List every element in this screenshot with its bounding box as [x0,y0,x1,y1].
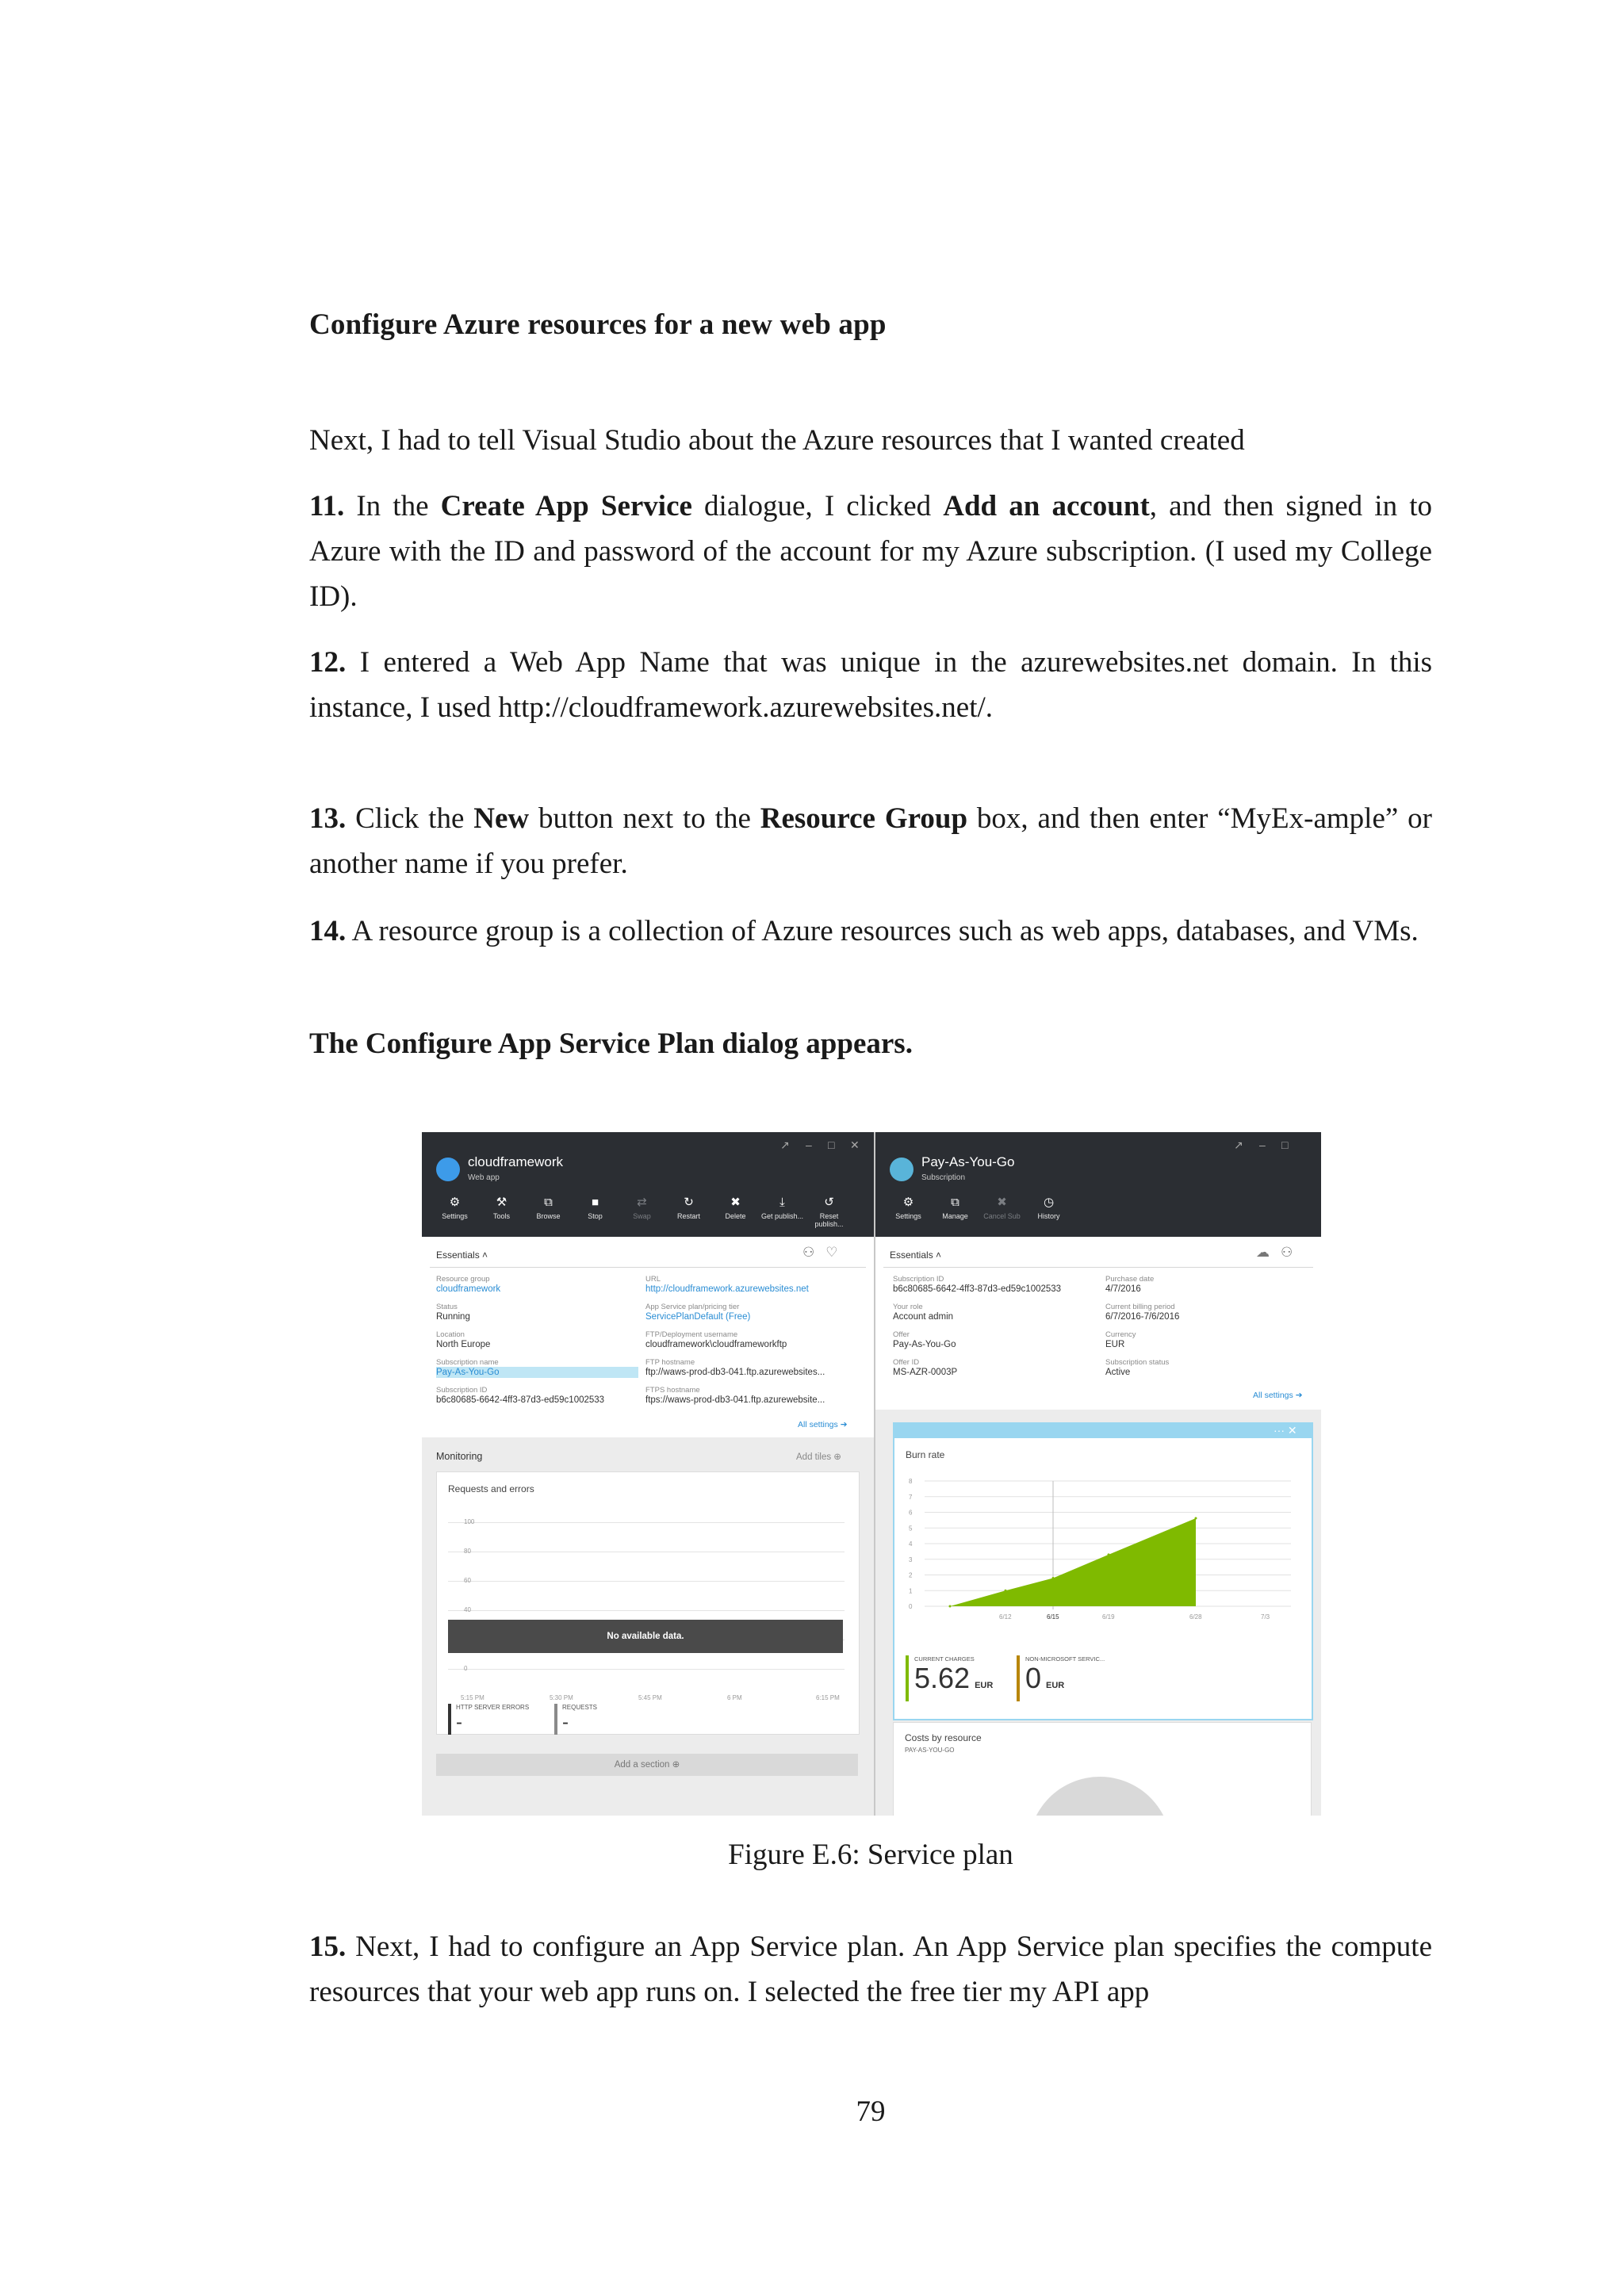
field-value[interactable]: http://cloudframework.azurewebsites.net [645,1284,809,1294]
metric-tile[interactable] [554,1704,597,1735]
field-key: Subscription ID [436,1386,488,1395]
toolbar-button-settings[interactable] [885,1196,932,1220]
divider [883,1267,1313,1268]
text-run: , and then signed in to Azure with the ID and password of the account for my Azure subscription. (I used my College ID). [309,490,1432,613]
toolbar-label: Restart [676,1212,700,1220]
blade-header [875,1132,1321,1237]
toolbar-label: Stop [588,1212,603,1220]
subscription-blade [875,1132,1321,1816]
add-section-button[interactable]: Add a section ⊕ [436,1754,858,1776]
tile-title: Burn rate [906,1449,945,1460]
y-tick-label: 0 [464,1665,468,1672]
toolbar-icon: ↻ [684,1196,694,1209]
close-icon[interactable]: ✕ [850,1138,860,1151]
step-number: 12. [309,646,347,679]
toolbar-icon: ◷ [1043,1196,1055,1209]
burn-y-tick: 4 [909,1540,913,1548]
step-13-paragraph [309,796,1432,886]
essentials-field [645,1386,844,1406]
field-key: Current billing period [1105,1303,1175,1311]
bold-run: Resource Group [760,802,968,835]
section-heading: Configure Azure resources for a new web app [309,308,887,341]
all-settings-link[interactable]: All settings ➔ [1253,1391,1303,1400]
toolbar-button-delete[interactable] [712,1196,759,1228]
essentials-field [1105,1358,1304,1378]
toolbar-label: Cancel Sub [983,1212,1021,1220]
field-value: Pay-As-You-Go [436,1367,638,1378]
essentials-field [893,1358,1091,1378]
field-key: URL [645,1275,661,1284]
burn-x-tick: 7/3 [1261,1613,1270,1621]
add-tiles-button[interactable]: Add tiles ⊕ [796,1452,841,1462]
tile-title: Requests and errors [448,1483,534,1494]
charge-tile[interactable] [906,1655,993,1701]
minimize-icon[interactable]: – [1259,1138,1266,1151]
burn-x-tick: 6/28 [1189,1613,1202,1621]
page-number: 79 [856,2095,886,2128]
field-key: Subscription name [436,1358,499,1367]
grid-line [448,1610,845,1611]
charge-label: NON-MICROSOFT SERVIC... [1025,1655,1105,1663]
field-value: ftps://waws-prod-db3-041.ftp.azurewebsite... [645,1395,825,1405]
toolbar-button-manage[interactable] [932,1196,979,1220]
metric-label: HTTP SERVER ERRORS [456,1704,530,1711]
burn-x-tick: 6/12 [999,1613,1012,1621]
essentials-field [893,1275,1091,1295]
text-run: button next to the [529,802,760,835]
toolbar-label: Settings [442,1212,468,1220]
burn-data-point [1052,1577,1055,1579]
text-run: In the [344,490,441,522]
minimize-icon[interactable]: – [806,1138,812,1151]
grid-line [448,1581,845,1582]
charge-label: CURRENT CHARGES [914,1655,975,1663]
y-tick-label: 80 [464,1548,471,1555]
toolbar-button-cancel-sub[interactable] [979,1196,1025,1220]
blade-title: Pay-As-You-Go [921,1154,1015,1169]
toolbar-label: Tools [492,1212,510,1220]
tile-title: Costs by resource [905,1732,982,1743]
step-number: 13. [309,802,347,835]
essentials-field [893,1330,1091,1350]
burn-y-tick: 6 [909,1509,913,1517]
burn-rate-tile[interactable] [893,1422,1313,1720]
field-key: Offer ID [893,1358,920,1367]
bold-run: New [473,802,530,835]
burn-y-tick: 3 [909,1556,913,1563]
text-run: Next, I had to configure an App Service plan. An App Service plan specifies the compute resources that your web app runs on. I selected the free tier my API app [309,1931,1432,2008]
dialog-appears-line: The Configure App Service Plan dialog appears. [309,1027,913,1060]
field-value[interactable]: ServicePlanDefault (Free) [645,1312,751,1322]
donut-chart [1028,1777,1171,1816]
burn-area-series [950,1518,1196,1606]
field-value: b6c80685-6642-4ff3-87d3-ed59c1002533 [436,1395,605,1405]
essentials-field [893,1303,1091,1322]
y-tick-label: 60 [464,1577,471,1584]
tile-selected-bar [894,1424,1312,1438]
essentials-field [645,1275,844,1295]
burn-data-point [1195,1517,1197,1520]
step-15-paragraph [309,1924,1432,2015]
toolbar-icon: ⧉ [951,1196,959,1209]
text-run: dialogue, I clicked [691,490,944,522]
essentials-field [645,1358,844,1378]
burn-rate-chart [894,1464,1312,1659]
toolbar-label: Delete [725,1212,746,1220]
toolbar-button-browse[interactable] [525,1196,572,1228]
text-run: A resource group is a collection of Azure resources such as web apps, databases, and VMs. [346,915,1419,947]
toolbar-button-tools[interactable] [478,1196,525,1228]
field-value: MS-AZR-0003P [893,1368,958,1377]
charge-tile[interactable] [1017,1655,1105,1701]
toolbar-icon: ⚙ [449,1196,461,1209]
burn-data-point [1108,1553,1110,1556]
maximize-icon[interactable]: □ [828,1138,835,1151]
command-bar [431,1196,852,1228]
toolbar-label: History [1037,1212,1060,1220]
field-value: Account admin [893,1312,954,1322]
metric-tile[interactable] [448,1704,529,1735]
web-app-logo-icon [436,1158,460,1181]
page [309,0,1432,2296]
blade-subtitle: Subscription [921,1173,966,1182]
y-tick-label: 40 [464,1606,471,1613]
field-key: Subscription ID [893,1275,944,1284]
grid-line [448,1522,845,1523]
bold-run: Create App Service [440,490,692,522]
toolbar-button-get-publish[interactable] [759,1196,806,1228]
step-14-paragraph [309,909,1432,954]
figure-caption: Figure E.6: Service plan [728,1839,1013,1871]
essentials-field [645,1303,844,1322]
essentials-field [1105,1275,1304,1295]
toolbar-button-settings[interactable] [431,1196,478,1228]
toolbar-button-reset-publish[interactable] [806,1196,852,1228]
toolbar-label: Browse [536,1212,561,1220]
web-app-blade [422,1132,875,1816]
burn-data-point [949,1605,952,1608]
metric-label: REQUESTS [562,1704,598,1711]
step-12-paragraph [309,640,1432,730]
field-key: Location [436,1330,465,1339]
field-key: FTP hostname [645,1358,695,1367]
x-tick-label: 5:45 PM [638,1694,662,1701]
essentials-toggle[interactable]: Essentials ˄ [890,1249,942,1261]
essentials-field [436,1386,638,1406]
toolbar-button-restart[interactable] [665,1196,712,1228]
field-value: 6/7/2016-7/6/2016 [1105,1312,1180,1322]
step-number: 15. [309,1931,347,1963]
users-tag-icon[interactable]: ⚇♡ [802,1245,849,1260]
field-key: Your role [893,1303,923,1311]
burn-y-tick: 1 [909,1587,913,1595]
command-bar [885,1196,1072,1220]
toolbar-icon: ✖ [730,1196,741,1209]
text-run: I entered a Web App Name that was unique in the azurewebsites.net domain. In this instance, I used http://cloudframework.azurewebsites.net/. [309,646,1432,724]
toolbar-button-stop[interactable] [572,1196,619,1228]
no-data-banner: No available data. [448,1620,843,1653]
field-value: ftp://waws-prod-db3-041.ftp.azurewebsites... [645,1368,825,1377]
field-value: Active [1105,1368,1131,1377]
step-number: 14. [309,915,347,947]
essentials-field [436,1330,638,1350]
burn-y-tick: 5 [909,1525,913,1533]
field-key: FTP/Deployment username [645,1330,738,1339]
burn-data-point [1005,1590,1007,1592]
essentials-field [645,1330,844,1350]
step-11-paragraph [309,484,1432,619]
tile-more-close-icon[interactable]: ··· ✕ [1274,1424,1297,1437]
toolbar-label: Manage [942,1212,968,1220]
field-key: App Service plan/pricing tier [645,1303,740,1311]
toolbar-icon: ■ [591,1196,599,1209]
essentials-toggle[interactable]: Essentials ˄ [436,1249,488,1261]
charge-currency: EUR [1046,1681,1065,1690]
field-value: b6c80685-6642-4ff3-87d3-ed59c1002533 [893,1284,1062,1294]
toolbar-icon: ✖ [997,1196,1007,1209]
toolbar-icon: ⤓ [779,1196,785,1209]
costs-by-resource-tile[interactable] [893,1722,1312,1816]
blade-header [422,1132,874,1237]
field-key: FTPS hostname [645,1386,700,1395]
metric-value: - [562,1712,569,1733]
toolbar-icon: ⇄ [637,1196,647,1209]
field-key: Offer [893,1330,910,1339]
field-key: Currency [1105,1330,1136,1339]
toolbar-label: Swap [633,1212,651,1220]
field-value[interactable]: cloudframework [436,1284,501,1294]
text-run: Click the [346,802,474,835]
field-value: Running [436,1312,470,1322]
subscription-logo-icon [890,1158,914,1181]
essentials-field [436,1275,638,1295]
burn-y-tick: 0 [909,1603,913,1610]
toolbar-icon: ⚙ [902,1196,914,1209]
monitoring-label: Monitoring [436,1451,483,1462]
grid-line [448,1669,845,1670]
charge-value: 0 [1025,1662,1042,1694]
burn-y-tick: 2 [909,1571,913,1579]
essentials-field [436,1358,638,1378]
toolbar-button-history[interactable] [1025,1196,1072,1220]
burn-x-tick: 6/15 [1047,1613,1059,1621]
toolbar-label: Reset publish... [814,1212,844,1228]
charge-value: 5.62 [914,1662,971,1694]
x-tick-label: 5:15 PM [461,1694,485,1701]
x-tick-label: 5:30 PM [550,1694,573,1701]
maximize-icon[interactable]: □ [1281,1138,1289,1151]
field-value: North Europe [436,1340,491,1349]
field-value: EUR [1105,1340,1125,1349]
intro-paragraph: Next, I had to tell Visual Studio about the Azure resources that I wanted created [309,424,1245,457]
field-value: Pay-As-You-Go [893,1340,956,1349]
field-key: Resource group [436,1275,490,1284]
field-value: cloudframework\cloudframeworkftp [645,1340,787,1349]
toolbar-icon: ⚒ [496,1196,508,1209]
x-tick-label: 6 PM [727,1694,742,1701]
toolbar-icon: ↺ [824,1196,834,1209]
charge-currency: EUR [975,1681,994,1690]
field-key: Purchase date [1105,1275,1155,1284]
bold-run: Add an account [943,490,1150,522]
toolbar-label: Settings [895,1212,921,1220]
toolbar-icon: ⧉ [544,1196,553,1209]
pin-icon[interactable]: ↗ [1234,1138,1243,1151]
charge-value-row [914,1663,993,1701]
toolbar-button-swap[interactable] [619,1196,665,1228]
essentials-field [1105,1303,1304,1322]
toolbar-label: Get publish... [760,1212,804,1220]
tile-subtitle: PAY-AS-YOU-GO [905,1747,955,1754]
field-value: 4/7/2016 [1105,1284,1141,1294]
field-key: Status [436,1303,458,1311]
burn-y-tick: 8 [909,1478,913,1485]
field-key: Subscription status [1105,1358,1170,1367]
azure-portal-screenshot [422,1132,1321,1816]
all-settings-link[interactable]: All settings ➔ [798,1420,848,1429]
requests-errors-tile[interactable] [436,1471,860,1735]
blade-subtitle: Web app [468,1173,500,1182]
essentials-field [1105,1330,1304,1350]
blade-title: cloudframework [468,1154,563,1169]
step-number: 11. [309,490,345,522]
y-tick-label: 100 [464,1518,475,1525]
text-run: box, and then enter “MyEx-ample” or another name if you prefer. [309,802,1432,880]
burn-y-tick: 7 [909,1493,913,1501]
pin-icon[interactable]: ↗ [780,1138,790,1151]
cost-users-icon[interactable]: ☁⚇ [1256,1245,1304,1260]
charge-value-row [1025,1663,1105,1701]
x-tick-label: 6:15 PM [816,1694,840,1701]
essentials-field [436,1303,638,1322]
burn-x-tick: 6/19 [1102,1613,1115,1621]
metric-value: - [456,1712,462,1733]
divider [430,1267,866,1268]
